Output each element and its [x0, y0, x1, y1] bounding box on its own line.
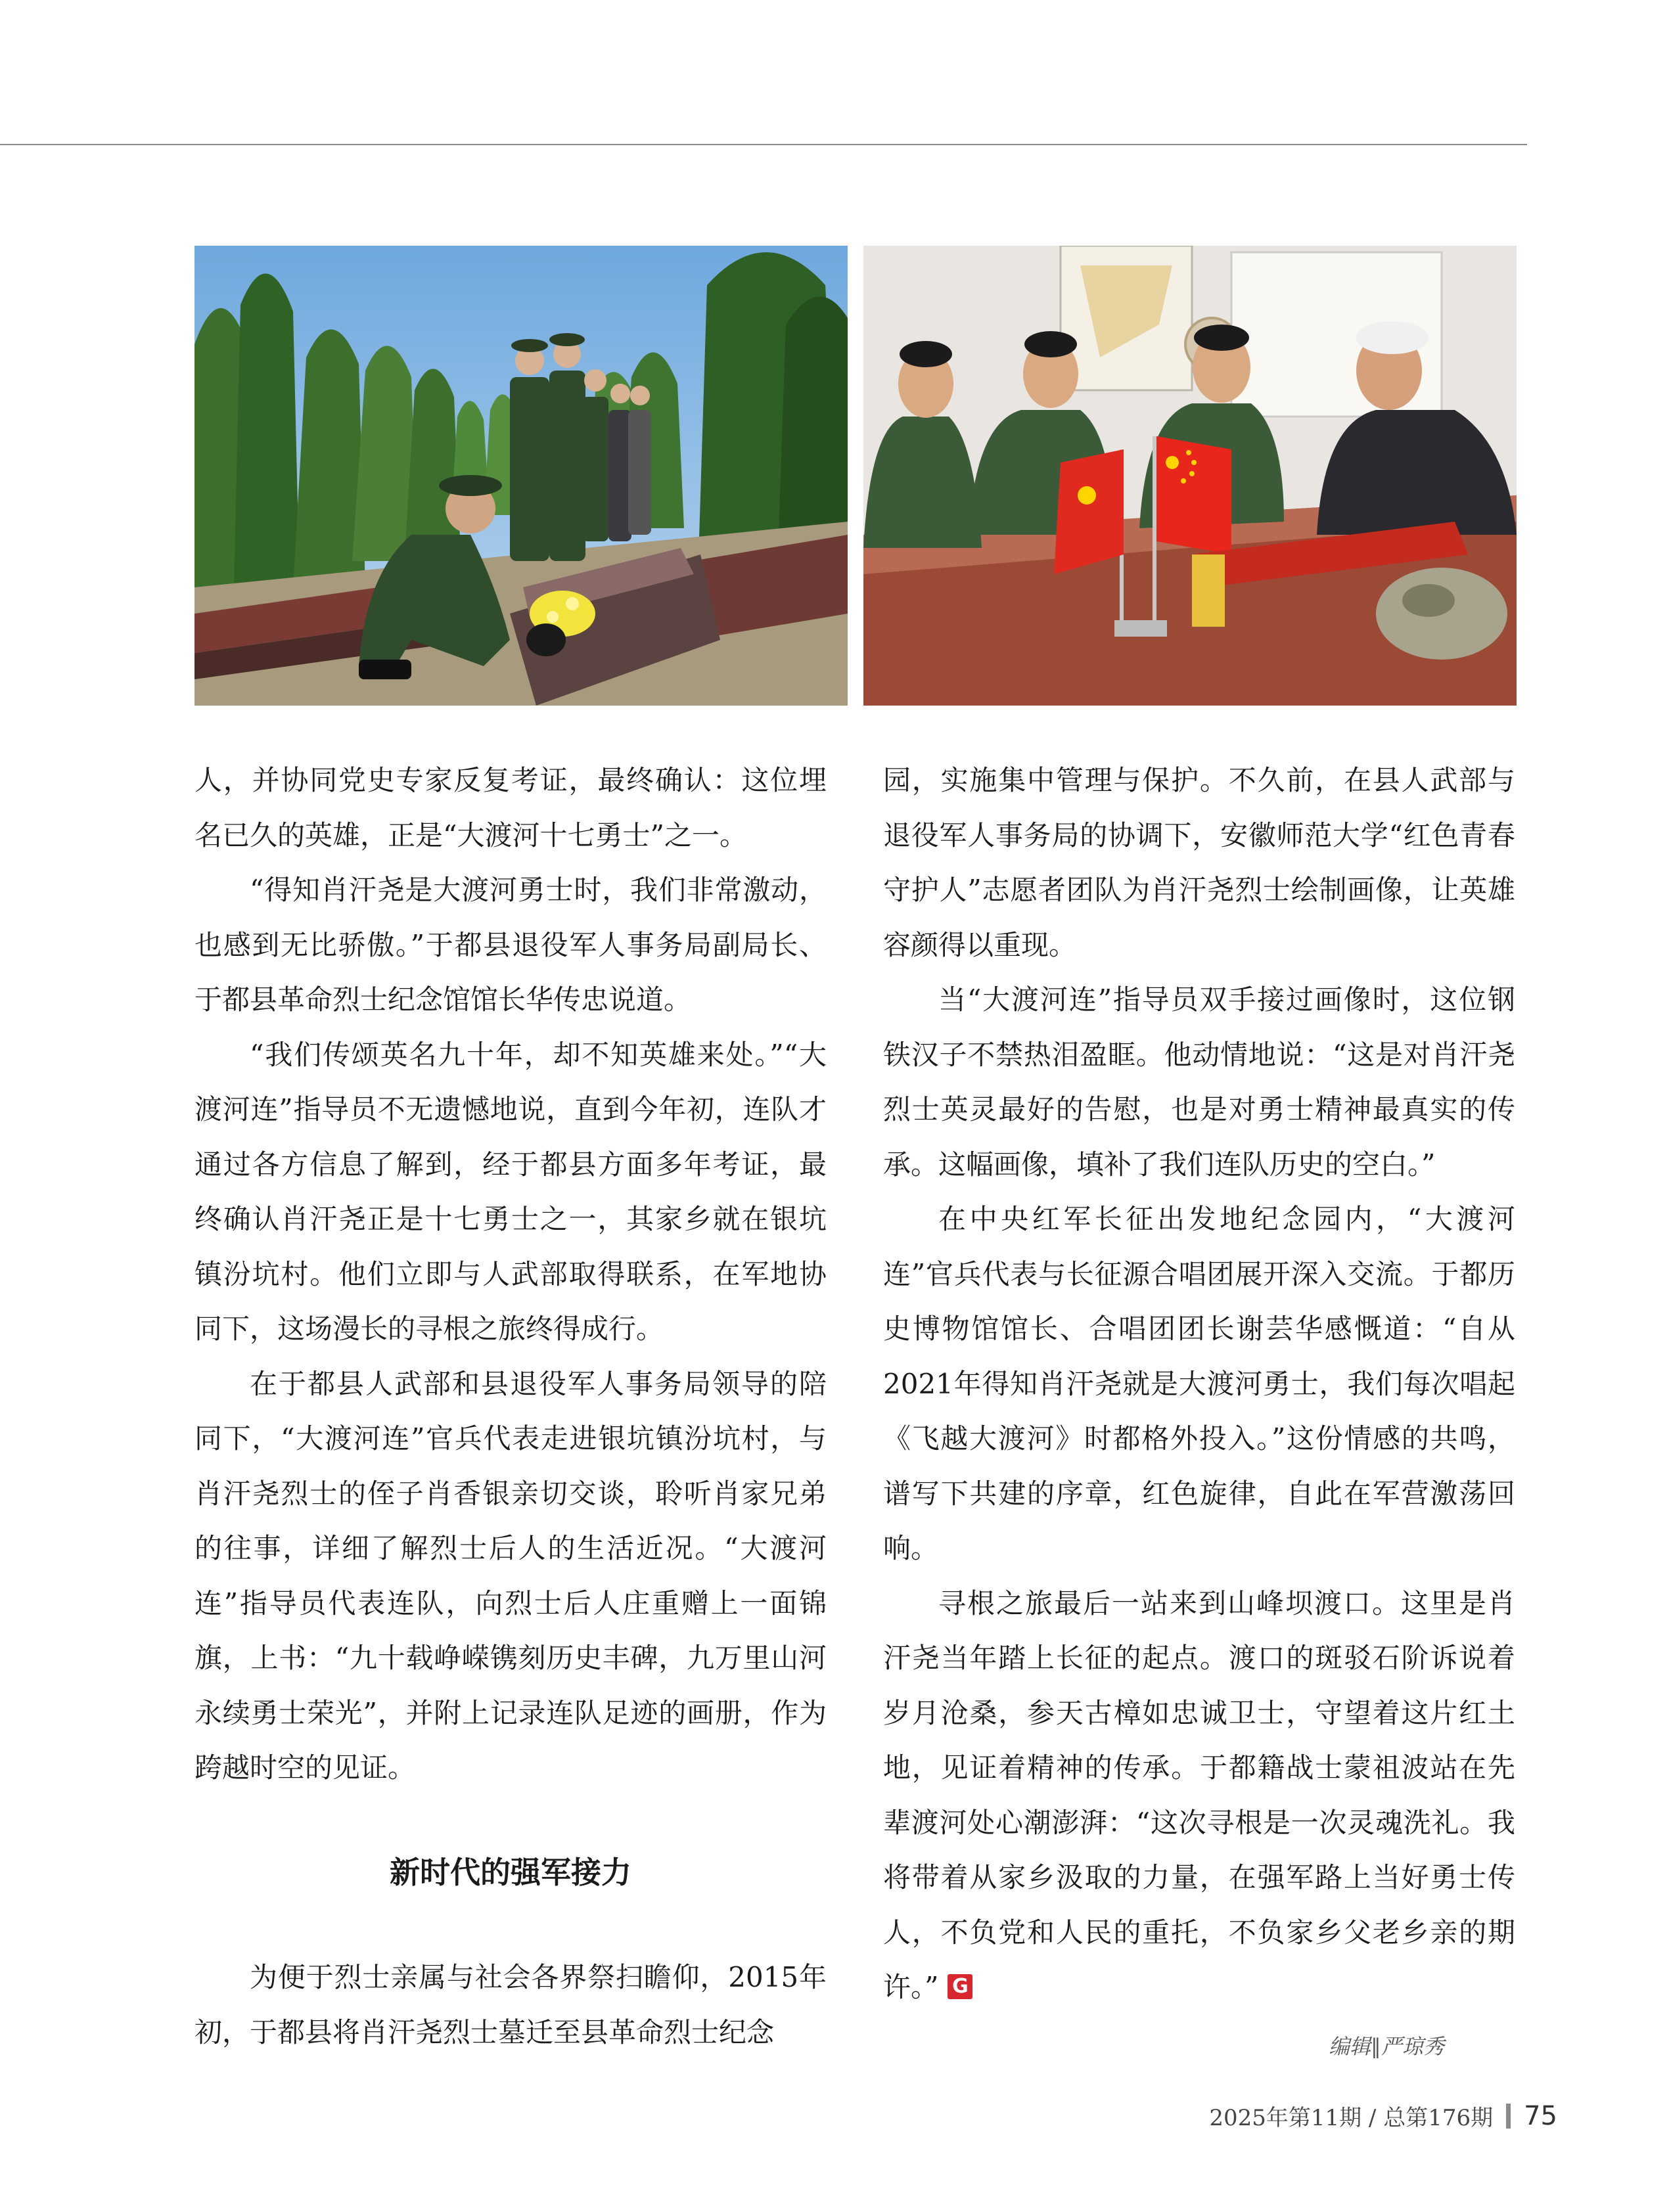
editor-credit: 编辑∥严琼秀: [1329, 2034, 1445, 2059]
page-footer: [1209, 2100, 1557, 2132]
cemetery-photo-illustration: [194, 246, 848, 706]
paragraph: “得知肖汗尧是大渡河勇士时，我们非常激动，也感到无比骄傲。”于都县退役军人事务局副局长、于都县革命烈士纪念馆馆长华传忠说道。: [194, 874, 827, 1016]
paragraph-text: 寻根之旅最后一站来到山峰坝渡口。这里是肖汗尧当年踏上长征的起点。渡口的斑驳石阶诉说着岁月沧桑，参天古樟如忠诚卫士，守望着这片红土地，见证着精神的传承。于都籍战士蒙祖波站在先辈渡河处心潮澎湃：“这次寻根是一次灵魂洗礼。我将带着从家乡汲取的力量，在强军路上当好勇士传人，不负党和人民的重托，不负家乡父老乡亲的期许。”: [883, 1587, 1515, 2003]
end-mark-icon: G: [948, 1974, 972, 1999]
paragraph: 人，并协同党史专家反复考证，最终确认：这位埋名已久的英雄，正是“大渡河十七勇士”之一。: [194, 764, 827, 851]
header-rule: [0, 144, 1527, 145]
article-left-column: [194, 753, 827, 2060]
footer-divider: [1506, 2104, 1511, 2129]
paragraph: 在中央红军长征出发地纪念园内，“大渡河连”官兵代表与长征源合唱团展开深入交流。于都历史博物馆馆长、合唱团团长谢芸华感慨道：“自从2021年得知肖汗尧就是大渡河勇士，我们每次唱起《飞越大渡河》时都格外投入。”这份情感的共鸣，谱写下共建的序章，红色旋律，自此在军营激荡回响。: [883, 1203, 1515, 1564]
cemetery-photo: [194, 246, 848, 706]
paragraph: 当“大渡河连”指导员双手接过画像时，这位钢铁汉子不禁热泪盈眶。他动情地说：“这是对肖汗尧烈士英灵最好的告慰，也是对勇士精神最真实的传承。这幅画像，填补了我们连队历史的空白。”: [883, 983, 1515, 1181]
paragraph: 为便于烈士亲属与社会各界祭扫瞻仰，2015年初，于都县将肖汗尧烈士墓迁至县革命烈士纪念: [194, 1961, 827, 2048]
paragraph: 园，实施集中管理与保护。不久前，在县人武部与退役军人事务局的协调下，安徽师范大学“红色青春守护人”志愿者团队为肖汗尧烈士绘制画像，让英雄容颜得以重现。: [883, 764, 1515, 961]
article-right-column: [883, 753, 1515, 2015]
page-number: 75: [1524, 2100, 1557, 2131]
section-subheading: 新时代的强军接力: [390, 1854, 631, 1890]
paragraph: “我们传颂英名九十年，却不知英雄来处。”“大渡河连”指导员不无遗憾地说，直到今年初，连队才通过各方信息了解到，经于都县方面多年考证，最终确认肖汗尧正是十七勇士之一，其家乡就在银坑镇汾坑村。他们立即与人武部取得联系，在军地协同下，这场漫长的寻根之旅终得成行。: [194, 1038, 827, 1345]
paragraph: 在于都县人武部和县退役军人事务局领导的陪同下，“大渡河连”官兵代表走进银坑镇汾坑村，与肖汗尧烈士的侄子肖香银亲切交谈，聆听肖家兄弟的往事，详细了解烈士后人的生活近况。“大渡河连”指导员代表连队，向烈士后人庄重赠上一面锦旗，上书：“九十载峥嵘镌刻历史丰碑，九万里山河永续勇士荣光”，并附上记录连队足迹的画册，作为跨越时空的见证。: [194, 1367, 827, 1784]
meeting-room-photo: [863, 246, 1517, 706]
meeting-room-photo-illustration: [863, 246, 1517, 706]
paragraph: [883, 1576, 1515, 2015]
issue-info: 2025年第11期 / 总第176期: [1209, 2105, 1494, 2131]
